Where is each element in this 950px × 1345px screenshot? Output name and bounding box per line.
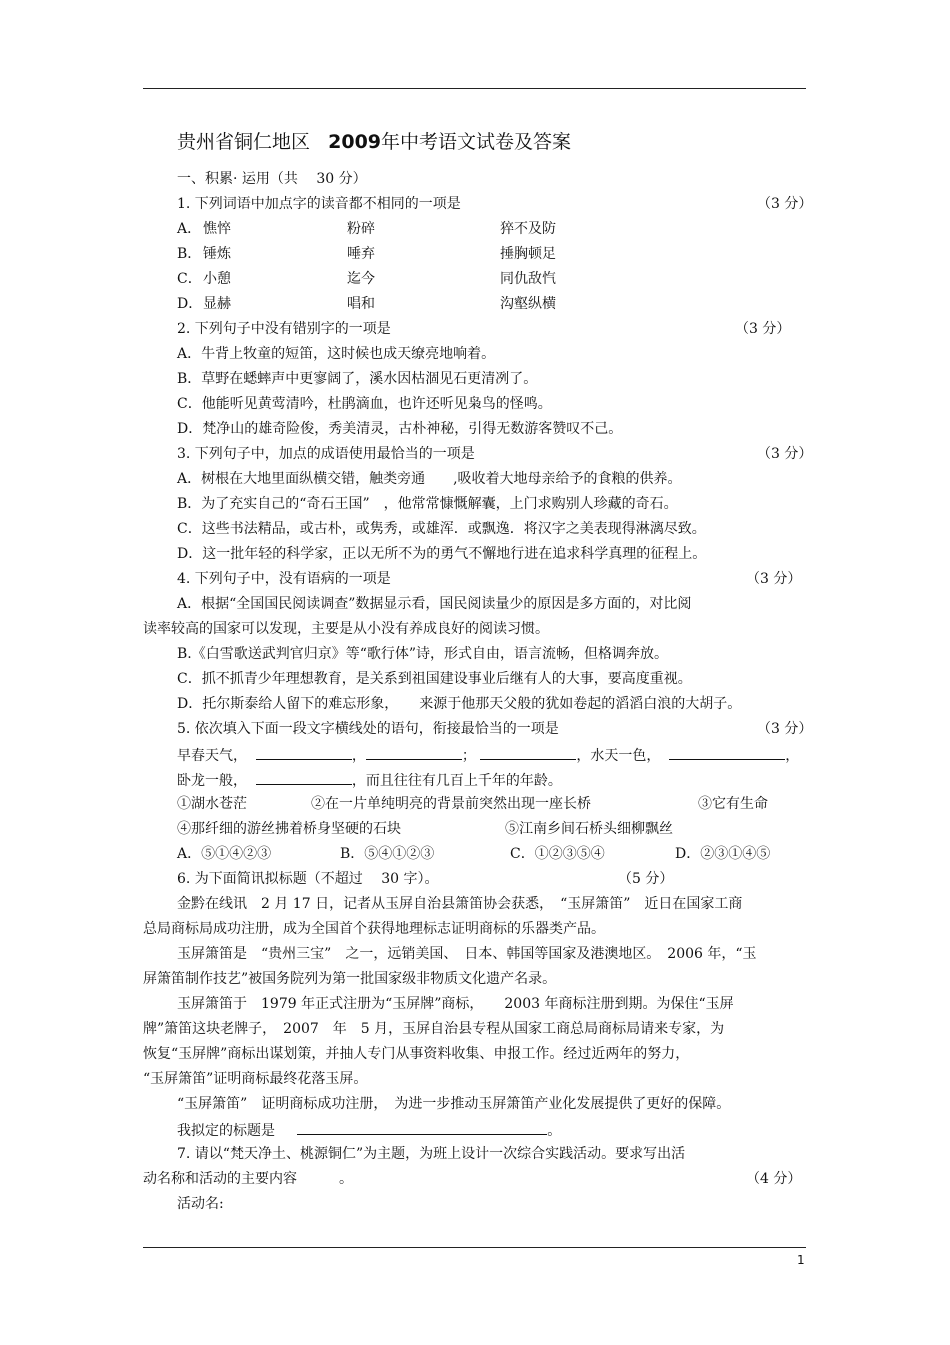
q6-paragraph: “玉屏箫笛” 证明商标成功注册， 为进一步推动玉屏箫笛产业化发展提供了更好的保障。 — [177, 1096, 731, 1112]
q1-option-word: 同仇敌忾 — [500, 271, 556, 287]
q6-paragraph: 屏箫笛制作技艺”被国务院列为第一批国家级非物质文化遗产名录。 — [143, 971, 557, 987]
q7-activity-name: 活动名: — [177, 1196, 224, 1212]
q6-stem: 6. 为下面简讯拟标题（不超过 30 字）。 — [177, 871, 439, 887]
q6-answer-line: 我拟定的标题是 。 — [177, 1120, 561, 1140]
q1-option-word: 粉碎 — [347, 221, 375, 237]
q1-option-word: 迄今 — [347, 271, 375, 287]
q3-score: （3 分） — [757, 446, 813, 462]
q1-option-word: 捶胸顿足 — [500, 246, 556, 262]
section-heading: 一、积累· 运用（共 30 分） — [177, 171, 367, 187]
q5-fill-line-2: 卧龙一般， ，而且往往有几百上千年的年龄。 — [177, 770, 562, 790]
answer-blank[interactable] — [256, 745, 352, 760]
q5-stem: 5. 依次填入下面一段文字横线处的语句，衔接最恰当的一项是 — [177, 721, 559, 737]
q1-option-word: 唾弃 — [347, 246, 375, 262]
q1-option-label: D． — [177, 296, 203, 312]
q3-option: D．这一批年轻的科学家，正以无所不为的勇气不懈地行进在追求科学真理的征程上。 — [177, 546, 707, 562]
answer-blank[interactable] — [256, 770, 352, 785]
q1-option-label: B． — [177, 246, 202, 262]
q2-stem: 2. 下列句子中没有错别字的一项是 — [177, 321, 391, 337]
q2-score: （3 分） — [735, 321, 791, 337]
page-title: 贵州省铜仁地区 2009年中考语文试卷及答案 — [177, 131, 572, 153]
q7-stem: 7. 请以“梵天净土、桃源铜仁”为主题，为班上设计一次综合实践活动。要求写出活 — [177, 1146, 686, 1162]
q5-sentence: ③它有生命 — [698, 796, 768, 812]
q1-option-word: 猝不及防 — [500, 221, 556, 237]
q1-score: （3 分） — [757, 196, 813, 212]
header-rule — [143, 88, 806, 89]
q5-option: D．②③①④⑤ — [675, 846, 771, 862]
q3-option: C．这些书法精品，或古朴，或隽秀，或雄浑．或飘逸．将汉字之美表现得淋漓尽致。 — [177, 521, 706, 537]
q4-stem: 4. 下列句子中，没有语病的一项是 — [177, 571, 391, 587]
q5-option: B．⑤④①②③ — [340, 846, 435, 862]
q1-option-word: 沟壑纵横 — [500, 296, 556, 312]
q6-paragraph: 玉屏箫笛是 “贵州三宝” 之一，远销美国、 日本、韩国等国家及港澳地区。 2006 年，“玉 — [177, 946, 757, 962]
q6-paragraph: 总局商标局成功注册，成为全国首个获得地理标志证明商标的乐器类产品。 — [143, 921, 605, 937]
q5-option: A．⑤①④②③ — [177, 846, 272, 862]
q6-paragraph: 金黔在线讯 2 月 17 日，记者从玉屏自治县箫笛协会获悉， “玉屏箫笛” 近日在国家工商 — [177, 896, 743, 912]
footer-rule — [143, 1247, 806, 1248]
q3-option: B．为了充实自己的“奇石王国” ，他常常慷慨解囊，上门求购别人珍藏的奇石。 — [177, 496, 678, 512]
q2-option: B．草野在蟋蟀声中更寥阔了，溪水因枯涸见石更清冽了。 — [177, 371, 538, 387]
q1-option-label: C． — [177, 271, 202, 287]
q1-option-word: 唱和 — [347, 296, 375, 312]
q7-score: （4 分） — [746, 1171, 802, 1187]
q1-option-word: 憔悴 — [203, 221, 231, 237]
q5-option: C．①②③⑤④ — [510, 846, 605, 862]
q5-sentence: ①湖水苍茫 — [177, 796, 247, 812]
q2-option: C．他能听见黄莺清吟，杜鹃滴血，也许还听见枭鸟的怪鸣。 — [177, 396, 552, 412]
q6-score: （5 分） — [618, 871, 674, 887]
q1-option-word: 小憩 — [203, 271, 231, 287]
q3-stem: 3. 下列句子中，加点的成语使用最恰当的一项是 — [177, 446, 475, 462]
q6-paragraph: “玉屏箫笛”证明商标最终花落玉屏。 — [143, 1071, 368, 1087]
answer-blank[interactable] — [480, 745, 576, 760]
q5-score: （3 分） — [757, 721, 813, 737]
q3-option: A．树根在大地里面纵横交错，触类旁通 ,吸收着大地母亲给予的食粮的供养。 — [177, 471, 682, 487]
q2-option: D．梵净山的雄奇险俊，秀美清灵，古朴神秘，引得无数游客赞叹不己。 — [177, 421, 623, 437]
q6-paragraph: 玉屏箫笛于 1979 年正式注册为“玉屏牌”商标， 2003 年商标注册到期。为保住“玉屏 — [177, 996, 734, 1012]
q1-stem: 1. 下列词语中加点字的读音都不相同的一项是 — [177, 196, 461, 212]
q1-option-label: A． — [177, 221, 202, 237]
q1-option-word: 显赫 — [203, 296, 231, 312]
q4-option-b: B.《白雪歌送武判官归京》等“歌行体”诗，形式自由，语言流畅，但格调奔放。 — [177, 646, 669, 662]
q5-sentence: ④那纤细的游丝拂着桥身坚硬的石块 — [177, 821, 401, 837]
q5-fill-line-1: 早春天气， ， ； ，水天一色， ， — [177, 745, 799, 765]
answer-blank[interactable] — [366, 745, 462, 760]
q4-option-a: A．根据“全国国民阅读调查”数据显示看，国民阅读量少的原因是多方面的，对比阅 — [177, 596, 692, 612]
page-number: 1 — [797, 1253, 805, 1267]
q7-stem-cont: 动名称和活动的主要内容 。 — [143, 1171, 353, 1187]
q4-option-a-cont: 读率较高的国家可以发现，主要是从小没有养成良好的阅读习惯。 — [143, 621, 549, 637]
q4-option-d: D．托尔斯泰给人留下的难忘形象， 来源于他那天父般的犹如卷起的滔滔白浪的大胡子。 — [177, 696, 742, 712]
answer-blank[interactable] — [669, 745, 785, 760]
q2-option: A．牛背上牧童的短笛，这时候也成天缭亮地响着。 — [177, 346, 496, 362]
q6-paragraph: 恢复“玉屏牌”商标出谋划策，并抽人专门从事资料收集、申报工作。经过近两年的努力， — [143, 1046, 690, 1062]
title-answer-blank[interactable] — [297, 1120, 547, 1135]
q5-sentence: ⑤江南乡间石桥头细柳飘丝 — [505, 821, 673, 837]
q5-sentence: ②在一片单纯明亮的背景前突然出现一座长桥 — [311, 796, 591, 812]
q1-option-word: 锤炼 — [203, 246, 231, 262]
q4-score: （3 分） — [746, 571, 802, 587]
q4-option-c: C．抓不抓青少年理想教育，是关系到祖国建设事业后继有人的大事，要高度重视。 — [177, 671, 692, 687]
q6-paragraph: 牌”箫笛这块老牌子， 2007 年 5 月，玉屏自治县专程从国家工商总局商标局请来专家，为 — [143, 1021, 725, 1037]
